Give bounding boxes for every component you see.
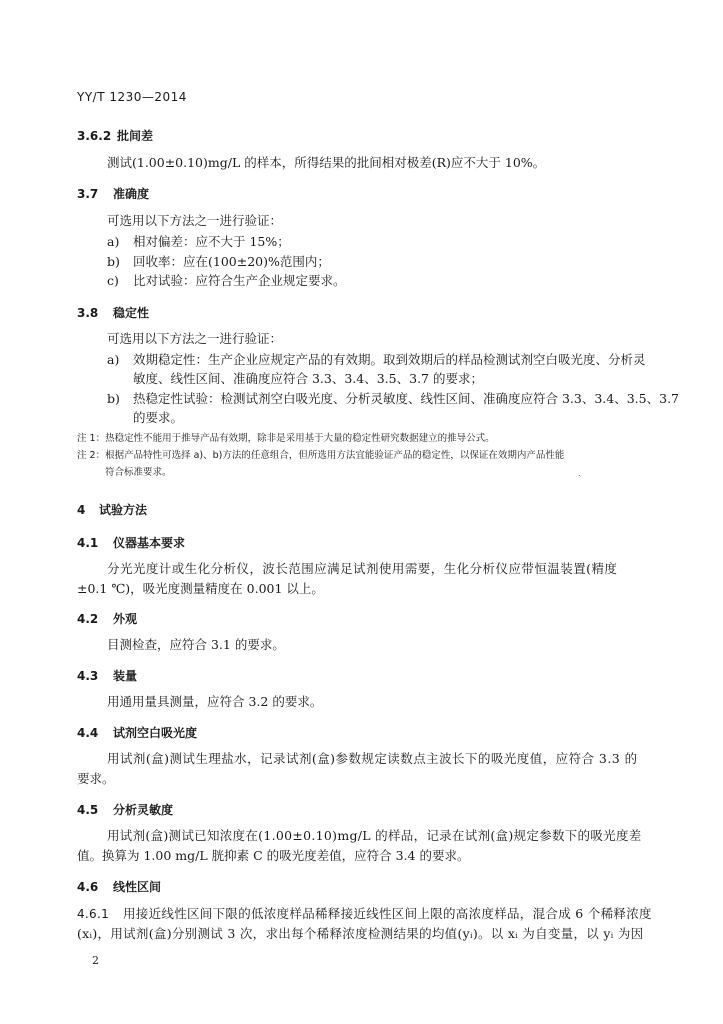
list-marker: b) (107, 254, 120, 269)
list-item-continuation: 敏度、线性区间、准确度应符合 3.3、3.4、3.5、3.7 的要求； (133, 371, 483, 386)
section-number: 4.1 (77, 536, 99, 550)
section-4-4-heading (77, 725, 197, 741)
list-item-text: 回收率：应在(100±20)%范围内； (133, 254, 330, 269)
note-2: 注 2：根据产品特性可选择 a)、b)方法的任意组合，但所选用方法宜能验证产品的稳定性，以保证在效期内产品性能 (77, 450, 565, 461)
section-number: 4.2 (77, 612, 99, 626)
section-title: 分析灵敏度 (113, 803, 174, 817)
chapter-number: 4 (77, 503, 86, 517)
section-number: 3.7 (77, 187, 99, 201)
section-number: 3.8 (77, 306, 99, 320)
paragraph: 可选用以下方法之一进行验证： (107, 213, 283, 228)
list-marker: c) (107, 273, 119, 288)
section-title: 试剂空白吸光度 (113, 726, 198, 740)
list-marker: a) (107, 352, 120, 367)
paragraph: 分光光度计或生化分析仪，波长范围应满足试剂使用需要，生化分析仪应带恒温装置(精度 (107, 561, 618, 576)
paragraph: 测试(1.00±0.10)mg/L 的样本，所得结果的批间相对极差(R)应不大于 10%。 (107, 155, 546, 170)
note-2-continuation: 符合标准要求。 (105, 467, 172, 478)
paragraph-text: 用接近线性区间下限的低浓度样品稀释接近线性区间上限的高浓度样品，混合成 6 个稀释浓度 (123, 906, 652, 921)
list-marker: b) (107, 391, 120, 406)
section-3-6-2-heading (77, 128, 153, 144)
paragraph-continuation: ±0.1 ℃)，吸光度测量精度在 0.001 以上。 (77, 581, 324, 596)
standard-code-header: YY/T 1230—2014 (77, 90, 187, 104)
chapter-4-heading (77, 502, 147, 518)
section-4-2-heading (77, 611, 137, 627)
list-marker: a) (107, 234, 120, 249)
list-item (107, 352, 646, 368)
section-title: 线性区间 (113, 880, 162, 894)
list-item-continuation: 的要求。 (133, 410, 184, 425)
section-title: 外观 (113, 612, 138, 626)
list-item-text: 热稳定性试验：检测试剂空白吸光度、分析灵敏度、线性区间、准确度应符合 3.3、3.4、3.5、3.7 (133, 391, 679, 406)
list-item (107, 391, 679, 407)
list-item (107, 254, 330, 270)
section-number: 4.3 (77, 669, 99, 683)
paragraph-continuation: (xᵢ)，用试剂(盒)分别测试 3 次，求出每个稀释浓度检测结果的均值(yᵢ)。以 xᵢ 为自变量，以 yᵢ 为因 (77, 926, 644, 941)
page-number: 2 (92, 954, 99, 967)
paragraph-4-6-1 (77, 906, 652, 922)
section-title: 装量 (113, 669, 138, 683)
paragraph: 目测检查，应符合 3.1 的要求。 (107, 637, 285, 652)
section-4-1-heading (77, 535, 185, 551)
section-title: 仪器基本要求 (113, 536, 186, 550)
section-number: 4.5 (77, 803, 99, 817)
paragraph-continuation: 要求。 (77, 771, 115, 786)
list-item (107, 234, 290, 250)
paragraph: 用试剂(盒)测试生理盐水，记录试剂(盒)参数规定读数点主波长下的吸光度值，应符合 3.3 的 (107, 751, 638, 766)
section-4-3-heading (77, 668, 137, 684)
section-3-7-heading (77, 186, 149, 202)
section-number: 4.6.1 (77, 907, 110, 921)
list-item-text: 效期稳定性：生产企业应规定产品的有效期。取到效期后的样品检测试剂空白吸光度、分析灵 (133, 352, 646, 367)
section-4-5-heading (77, 802, 173, 818)
list-item-text: 相对偏差：应不大于 15%； (133, 234, 290, 249)
note-1: 注 1：热稳定性不能用于推导产品有效期，除非是采用基于大量的稳定性研究数据建立的推导公式。 (77, 433, 495, 444)
paragraph: 用通用量具测量，应符合 3.2 的要求。 (107, 694, 323, 709)
section-number: 4.6 (77, 880, 99, 894)
scan-speck: ˎ (578, 466, 582, 477)
list-item-text: 比对试验：应符合生产企业规定要求。 (133, 273, 346, 288)
section-title: 稳定性 (113, 306, 150, 320)
section-number: 3.6.2 (77, 129, 112, 143)
section-number: 4.4 (77, 726, 99, 740)
section-4-6-heading (77, 879, 161, 895)
paragraph: 用试剂(盒)测试已知浓度在(1.00±0.10)mg/L 的样品，记录在试剂(盒)规定参数下的吸光度差 (107, 828, 642, 843)
paragraph-continuation: 值。换算为 1.00 mg/L 胱抑素 C 的吸光度差值，应符合 3.4 的要求。 (77, 848, 470, 863)
chapter-title: 试验方法 (99, 503, 148, 517)
list-item (107, 273, 346, 289)
paragraph: 可选用以下方法之一进行验证： (107, 331, 283, 346)
section-title: 批间差 (117, 129, 154, 143)
section-3-8-heading (77, 305, 149, 321)
section-title: 准确度 (113, 187, 150, 201)
